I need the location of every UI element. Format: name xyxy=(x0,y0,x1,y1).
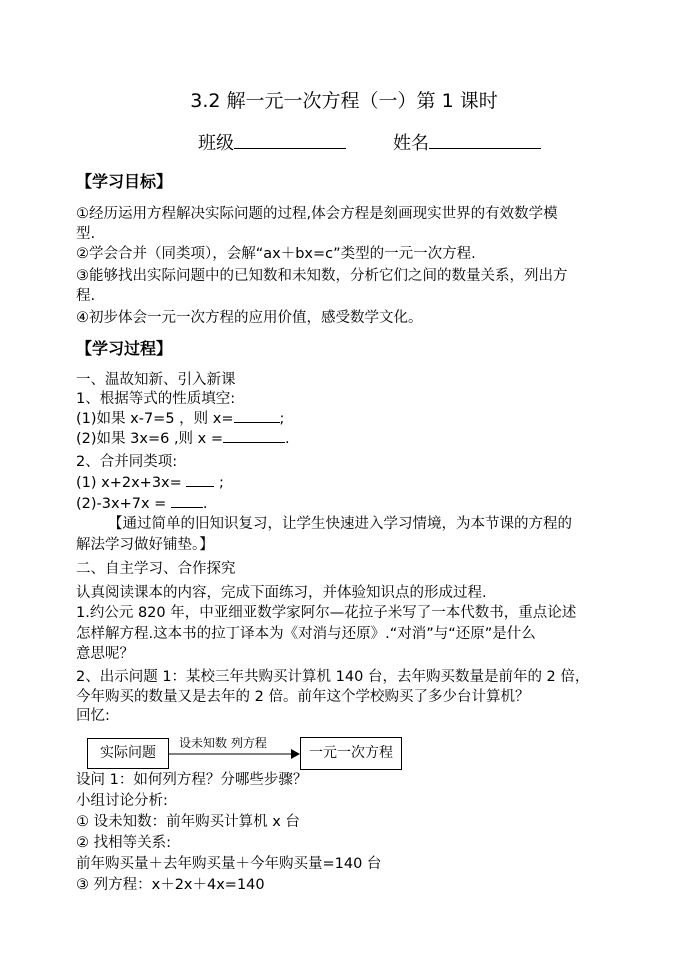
question2-title: 2、合并同类项: xyxy=(76,454,178,470)
name-field xyxy=(393,131,541,155)
question2-b xyxy=(76,494,208,514)
question2-a-suffix: ; xyxy=(214,475,224,491)
question1-title: 1、根据等式的性质填空: xyxy=(76,391,236,407)
answer-blank[interactable] xyxy=(171,494,203,508)
item2-line: 今年购买的数量又是去年的 2 倍。前年这个学校购买了多少台计算机？ xyxy=(76,689,530,705)
process-heading: 【学习过程】 xyxy=(76,339,173,358)
page-title: 3.2 解一元一次方程（一）第 1 课时 xyxy=(190,90,498,112)
recall-label: 回忆: xyxy=(76,708,110,724)
objective-line: ①经历运用方程解决实际问题的过程,体会方程是刻画现实世界的有效数学模 xyxy=(76,206,558,222)
diagram-arrow-icon xyxy=(169,748,300,760)
part2-title: 二、自主学习、合作探究 xyxy=(76,561,236,577)
question1-b-text: (2)如果 3x=6 ,则 x = xyxy=(76,431,223,447)
step-write-equation: ③ 列方程：x＋2x＋4x=140 xyxy=(76,877,265,893)
class-blank[interactable] xyxy=(234,131,346,149)
answer-blank[interactable] xyxy=(186,473,214,487)
item1-line: 怎样解方程.这本书的拉丁译本为《对消与还原》.“对消”与“还原”是什么 xyxy=(76,626,536,642)
part1-title: 一、温故知新、引入新课 xyxy=(76,372,236,388)
reading-instruction: 认真阅读课本的内容，完成下面练习，并体验知识点的形成过程. xyxy=(76,585,487,601)
diagram-arrow-label: 设未知数 列方程 xyxy=(179,736,267,750)
question2-b-suffix: . xyxy=(202,496,208,512)
item1-line: 意思呢？ xyxy=(76,646,134,662)
name-label: 姓名 xyxy=(393,133,429,154)
class-field xyxy=(198,131,346,155)
teaching-note-line: 解法学习做好铺垫。】 xyxy=(76,537,214,553)
answer-blank[interactable] xyxy=(234,409,280,423)
diagram-box-real-problem: 实际问题 xyxy=(87,738,169,769)
objective-line: 程. xyxy=(76,288,96,304)
question2-b-text: (2)-3x+7x = xyxy=(76,496,171,512)
step-find-relation: ② 找相等关系: xyxy=(76,835,171,851)
question1-a xyxy=(76,409,284,429)
step-set-unknown: ① 设未知数：前年购买计算机 x 台 xyxy=(76,814,300,830)
class-label: 班级 xyxy=(198,133,234,154)
question2-a xyxy=(76,473,224,493)
question2-a-text: (1) x+2x+3x= xyxy=(76,475,182,491)
question1-a-text: (1)如果 x-7=5 ，则 x= xyxy=(76,411,234,427)
question1-a-suffix: ; xyxy=(279,411,285,427)
name-blank[interactable] xyxy=(429,131,541,149)
question1-b xyxy=(76,429,290,449)
diagram-box-linear-equation: 一元一次方程 xyxy=(300,737,402,770)
objective-line: ③能够找出实际问题中的已知数和未知数，分析它们之间的数量关系，列出方 xyxy=(76,268,568,284)
relation-statement: 前年购买量＋去年购买量＋今年购买量=140 台 xyxy=(76,856,382,872)
answer-blank[interactable] xyxy=(223,429,285,443)
objectives-heading: 【学习目标】 xyxy=(76,172,173,191)
question-how-to-set-up: 设问 1：如何列方程？分哪些步骤？ xyxy=(76,772,308,788)
objective-line: ④初步体会一元一次方程的应用价值，感受数学文化。 xyxy=(76,310,423,326)
item2-line: 2、出示问题 1：某校三年共购买计算机 140 台，去年购买数量是前年的 2 倍， xyxy=(76,669,590,685)
teaching-note-line: 【通过简单的旧知识复习，让学生快速进入学习情境，为本节课的方程的 xyxy=(108,516,572,532)
item1-line: 1.约公元 820 年，中亚细亚数学家阿尔—花拉子米写了一本代数书，重点论述 xyxy=(76,605,577,621)
question1-b-suffix: . xyxy=(285,431,290,447)
group-discussion-label: 小组讨论分析: xyxy=(76,793,168,809)
objective-line: 型. xyxy=(76,226,96,242)
objective-line: ②学会合并（同类项），会解“ax＋bx=c”类型的一元一次方程. xyxy=(76,246,476,262)
